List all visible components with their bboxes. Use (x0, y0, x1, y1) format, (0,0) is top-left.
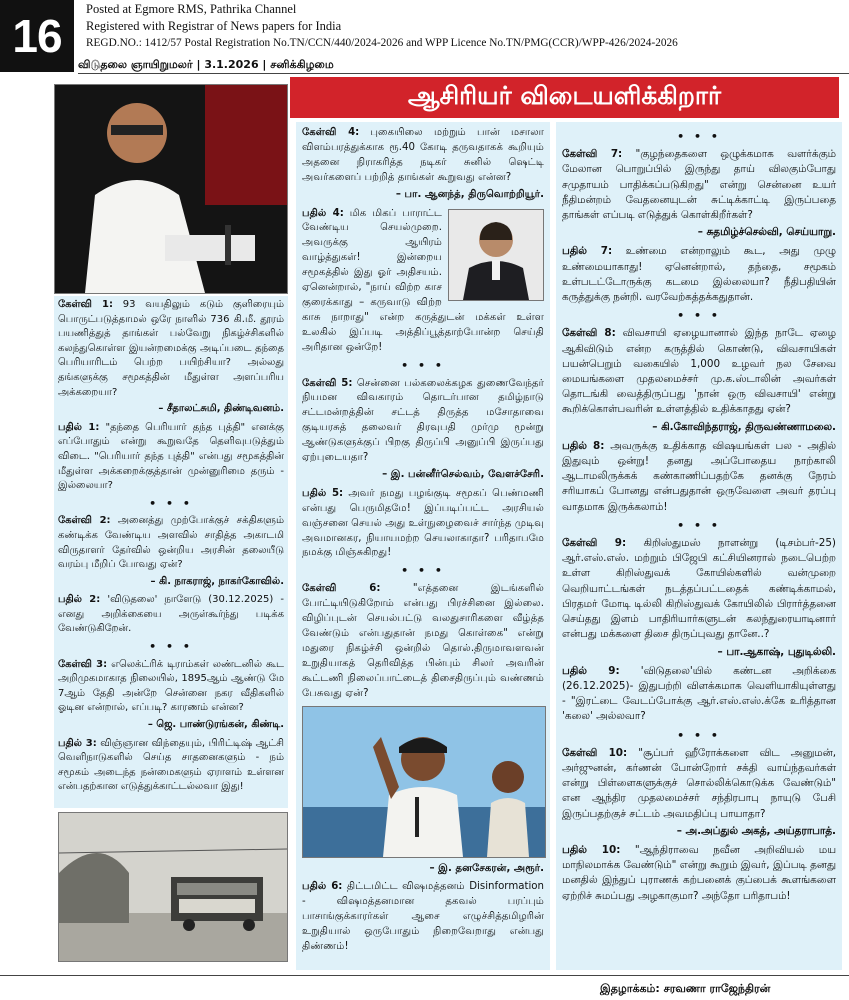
qa-label: கேள்வி 5: (302, 377, 353, 389)
qa-label: பதில் 6: (302, 881, 343, 893)
leader-speaking-icon (303, 707, 545, 857)
page-title: ஆசிரியர் விடையளிக்கிறார் (290, 77, 839, 118)
design-credit: இதழாக்கம்: சரவணா ராஜேந்திரன் (600, 982, 771, 995)
signature-8: – கி.கோவிந்தராஜ், திருவண்ணாமலை. (652, 420, 836, 433)
separator-stars: • • • (401, 358, 445, 372)
rally-photo (302, 706, 546, 858)
header-divider (78, 73, 849, 74)
signature-2: – கி. நாகராஜ், நாகர்கோவில். (150, 575, 284, 587)
separator-stars: • • • (401, 564, 445, 578)
qa-label: பதில் 2: (58, 594, 101, 606)
qa-label: கேள்வி 4: (302, 127, 360, 138)
signature-9: – பா.ஆகாஷ், புதுடில்லி. (717, 645, 836, 658)
qa-label: கேள்வி 1: (58, 299, 113, 310)
page-number: 16 (0, 0, 74, 72)
historic-tram-icon (59, 813, 287, 961)
answer-7: பதில் 7: உண்மை என்றாலும் கூட, அது முழு உண்மையாகாது! ஏனென்றால், தந்தை, சமூகம் உள்படட்டோருக்கு கடமை இல்லையா? நீதிபதியின் கருத்துக்கு நன்றி. வரவேற்கத்தக்கதுதான். (562, 245, 836, 304)
answer-10: பதில் 10: "ஆந்திராவை நவீன அறிவியல் மய மாநிலமாக்க வேண்டும்" என்று கூறும் இவர், இப்படி தனது மனதில் இந்துப் புராணக் கற்பனைக் குப்பைக் கூளங்களை ஏற்றிச் சுமப்பது அழகாகுமா? அந்தோ பரிதாபம்! (562, 843, 836, 902)
actor-portrait-icon (449, 210, 543, 300)
qa-label: கேள்வி 6: (302, 583, 381, 595)
answer-5: பதில் 5: அவர் நமது பழங்குடி சமூகப் பெண்மணி என்பது பெருமிதமே! இப்படிப்பட்ட அரசியல் வஞ்சனை செயல் அது உள்நுழைவைச் சார்ந்த முடிவு அவமானகர, நியாயமற்ற செயலாகாதா? பரிதாபமே நமக்கு மிஞ்சுகிறது! (302, 487, 544, 559)
qa-label: பதில் 9: (562, 664, 620, 677)
question-7: கேள்வி 7: "குழந்தைகளை ஒழுக்கமாக வளர்க்கும் மேலான பொறுப்பில் இருந்து தாய் விலகும்போது சமுதாயம் பாதிக்கப்படுகிறது" என்று சென்னை உயர் நீதிமன்றம் வேதனையுடன் சுட்டிக்காட்டி இருப்பதை தாங்கள் எப்படி எடுத்துக் கொள்கிறீர்கள்? (562, 148, 836, 222)
column-3 (562, 126, 836, 906)
signature-10: – அ.அப்துல் அகத், அய்தராபாத். (676, 824, 836, 837)
answer-4: பதில் 4: மிக மிகப் பாராட்ட வேண்டிய செயல்முறை. அவருக்கு ஆயிரம் வாழ்த்துகள்! இன்றைய சமூகத்தில் இது ஓர் அதிசயம். ஏனென்றால், "நாய் விற்ற காச குரைக்காது – கருவாடு விற்ற காசு நாறாது" என்ற கருத்துடன் மக்கள் உள்ள உலகில் இப்படி அத்திப்பூத்தாற்போன்ற செய்தி அரிதான ஒன்றே! (302, 207, 544, 353)
signature-5: – இ. பன்னீர்செல்வம், வேளச்சேரி. (382, 468, 544, 480)
postal-line-3: REGD.NO.: 1412/57 Postal Registration No.TN/CCN/440/2024-2026 and WPP Licence No.TN/PMG(CCR)/WPP-426/2024-2026 (86, 37, 678, 49)
signature-6: – இ. தனசேகரன், அரூர். (429, 862, 544, 874)
question-5: கேள்வி 5: சென்னை பல்கலைக்கழக துணைவேந்தர் நியமன விவகாரம் தொடர்பான தமிழ்நாடு சட்டமன்றத்தின் சட்டத் திருத்த மசோதாவை குடியரசுத் தலைவர் திரவுபதி முர்மு மூன்று ஆண்டுகளுக்குப் பிறகு திருப்பி அனுப்பி இருப்பது ஏற்புடையதா? (302, 377, 544, 464)
author-portrait-icon (55, 85, 287, 293)
sunil-photo (448, 209, 544, 301)
qa-label: பதில் 3: (58, 737, 97, 749)
qa-label: கேள்வி 9: (562, 537, 627, 550)
question-1: கேள்வி 1: 93 வயதிலும் கடும் குளிரையும் பொருட்படுத்தாமல் ஒரே நாளில் 736 கி.மீ. தூரம் பயணித்துத் தாங்கள் பல்வேறு நிகழ்ச்சிகளில் கலந்துகொள்ள இயன்றமைக்கு அடிப்படை தந்தை பெரியாரிடம் பெற்ற பயிற்சியா? அல்லது தங்களுக்கு சமூகத்தின் மீதுள்ள அளப்பரிய அக்கறையா? (58, 299, 284, 398)
qa-label: பதில் 5: (302, 487, 344, 499)
separator-stars: • • • (677, 728, 721, 742)
answer-3: பதில் 3: விஞ்ஞான விந்தையும், பிரிட்டிஷ் ஆட்சி வெளிநாடுகளில் செய்த சாதனைகளும் - நம் சமூகம் அடைந்த நன்மைகளும் ஏராளம் உள்ளன என்பதற்கான எடுத்துக்காட்டல்லவா இது! (58, 737, 285, 793)
author-photo (54, 84, 288, 294)
question-8: கேள்வி 8: விவசாயி ஏழையானால் இந்த நாடே ஏழை ஆகிவிடும் என்ற கருத்தில் கொண்டு, விவசாயிகள் பயன்பெறும் வகையில் 1,000 உழவர் நல சேவை மையங்களை முதலமைச்சர் மு.க.ஸ்டாலின் அவர்கள் தொடங்கி வைத்திருப்பது 'நான் ஒரு விவசாயி' என்று கூறிக்கொள்பவரின் உள்ளத்தில் உதிக்காதது ஏன்? (562, 327, 836, 416)
column-2 (302, 126, 544, 957)
footer-divider (0, 975, 849, 976)
postal-line-2: Registered with Registrar of News papers for India (86, 19, 342, 33)
qa-label: கேள்வி 10: (562, 746, 628, 759)
question-9: கேள்வி 9: கிறிஸ்துமஸ் நாளன்று (டிசம்பர்-25) ஆர்.எஸ்.எஸ். மற்றும் பிஜேபி கட்சியினரால் நடைபெற்ற உள்ள கிறிஸ்துவக் கோயில்களில் வன்முறை வெறியாட்டங்கள் நடத்தப்பட்டதைக் கண்டிக்காமல், பிரதமர் மோடி டில்லி கிறிஸ்துவக் கோயிலில் பிரார்த்தனை செய்தது இளம் பாதிரியார்களுடன் கலந்துரையாடினார் என்பது மக்களை திசை திருப்புவது தானே..? (562, 537, 836, 641)
postal-line-1: Posted at Egmore RMS, Pathrika Channel (86, 2, 297, 16)
answer-9: பதில் 9: 'விடுதலை'யில் கண்டன அறிக்கை (26.12.2025)- இதுபற்றி விளக்கமாக வெளியாகியுள்ளது - "இரட்டை வேடப்போக்கு ஆர்.எஸ்.எஸ்.க்கே உரித்தான 'கலை' அல்லவா? (562, 664, 836, 723)
question-2: கேள்வி 2: அனைத்து முற்போக்குச் சக்திகளும் கண்டிக்க வேண்டிய அளவில் சாதித்த அகாடமி விருதாளர் தேர்வில் ஒன்றிய அரசின் தலையீடு வரம்பு மீறிப் போவது ஏன்? (58, 515, 284, 571)
separator-stars: • • • (677, 309, 721, 323)
separator-stars: • • • (149, 496, 193, 510)
tram-photo (58, 812, 288, 962)
qa-label: கேள்வி 2: (58, 515, 111, 527)
signature-3: – ஜெ. பாண்டுரங்கன், கிண்டி. (147, 719, 284, 731)
question-10: கேள்வி 10: "சூப்பர் ஹீரோக்களை விட அனுமன், அர்ஜுனன், கர்ணன் போன்றோர் சக்தி வாய்ந்தவர்கள் என்று பிள்ளைகளுக்குச் சொல்லிக்கொடுக்க வேண்டும்" என ஆந்திர முதலமைச்சர் சந்திரபாபு நாயுடு பேசி இருப்பதற்குச் சட்டம் அவமதிப்பு பாயாதா? (562, 746, 837, 820)
signature-7: – சுதமிழ்ச்செல்வி, செய்யாறு. (697, 226, 836, 239)
column-1 (58, 298, 284, 797)
qa-label: பதில் 7: (562, 245, 613, 258)
separator-stars: • • • (677, 518, 721, 532)
signature-4: – பா. ஆனந்த், திருவொற்றியூர். (395, 188, 544, 200)
question-3: கேள்வி 3: எலெக்ட்ரிக் டிராம்கள் லண்டனில் கூட அறிமுகமாகாத நிலையில், 1895ஆம் ஆண்டு மே 7ஆம் தேதி அன்றே சென்னை நகர வீதிகளில் ஓடின என்றால், எப்படி? காரணம் என்ன? (58, 658, 284, 714)
question-4: கேள்வி 4: புகையிலை மற்றும் பான் மசாலா விளம்பரத்துக்காக ரூ.40 கோடி தருவதாகக் கூறியும் அதனை நிராகரித்த நடிகர் சுனில் ஷெட்டி அவர்களைப் பற்றித் தாங்கள் கூறுவது என்ன? (302, 127, 544, 183)
publication-strip (78, 56, 849, 73)
signature-1: – சீதாலட்சுமி, திண்டிவனம். (158, 403, 284, 415)
qa-label: பதில் 8: (562, 439, 605, 452)
answer-1: பதில் 1: "தந்தை பெரியார் தந்த புத்தி" எனக்கு எப்போதும் என்று கூறுவதே தெளிவுபடுத்தும் விடை. "பெரியார் தந்த புத்தி" என்பது சமூகத்தின் மீதுள்ள அக்கறைக்குத்தான் முன்னுரிமை தரும் - இல்லையா? (58, 421, 285, 492)
qa-label: பதில் 4: (302, 207, 344, 219)
qa-label: கேள்வி 8: (562, 327, 616, 340)
answer-8: பதில் 8: அவருக்கு உதிக்காத விஷயங்கள் பல - அதில் இதுவும் ஒன்று! தனது அப்போதைய நாற்காலி ஆடாமலிருக்கக் கண்காணிப்பதற்கே தனக்கு நேரம் சரியாகப் போனது என்பதுதான் ஒருவேளை அவர் தரப்பு வாதமாக இருக்கலாம்! (562, 439, 837, 513)
qa-label: பதில் 1: (58, 421, 100, 433)
qa-label: கேள்வி 3: (58, 658, 108, 670)
separator-stars: • • • (149, 640, 193, 654)
answer-2: பதில் 2: 'விடுதலை' நாளேடு (30.12.2025) - எனது அறிக்கையை அருள்கூர்ந்து படிக்க வேண்டுகிறேன். (58, 594, 285, 635)
qa-label: கேள்வி 7: (562, 148, 623, 161)
qa-label: பதில் 10: (562, 843, 621, 856)
question-6-text: கேள்வி 6: "எத்தனை இடங்களில் போட்டியிடுகிறோம் என்பது பிரச்சினை இல்லை. விழிப்புடன் செயல்பட்டு வலதுசாரிகளை வீழ்த்த வேண்டும் என்பதுதான் நமது கொள்கை" என்று மதுரை நிகழ்ச்சி ஒன்றில் தொல்.திருமாவளவன் உறுதியாகத் தெரிவித்த பின்பும் சிலர் அவரின் கூட்டணி நிலைப்பாட்டைத் திசைதிருப்பும் வண்ணம் பேசுவது ஏன்? (302, 583, 544, 699)
answer-6: பதில் 6: திட்டமிட்ட விஷமத்தனம் Disinformation - விஷமத்தனமான தகவல் பரப்பும் பாசாங்குக்காரர்கள் ஆசை எழுச்சித்தமிழரின் உறுதியால் ஒருபோதும் நிறைவேறாது என்பது திண்ணம்! (302, 881, 544, 953)
separator-stars: • • • (677, 130, 721, 143)
publication-info: விடுதலை ஞாயிறுமலர் | 3.1.2026 | சனிக்கிழமை (78, 58, 334, 71)
question-6 (302, 582, 544, 701)
